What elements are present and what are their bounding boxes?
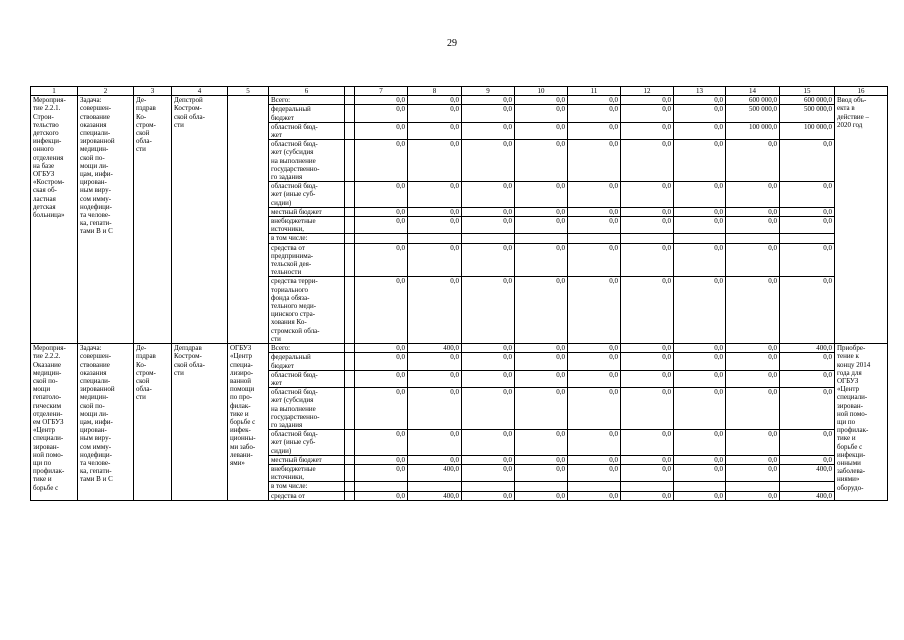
amount-cell: 0,0 xyxy=(621,207,674,216)
expected-result-cell: Ввод объ- екта в действие – 2020 год xyxy=(835,96,888,344)
amount-cell: 0,0 xyxy=(515,353,568,370)
amount-cell: 0,0 xyxy=(621,491,674,500)
amount-cell: 0,0 xyxy=(568,96,621,105)
page-number: 29 xyxy=(447,38,457,49)
amount-cell: 0,0 xyxy=(355,207,408,216)
spacer-cell xyxy=(345,243,355,277)
amount-cell: 0,0 xyxy=(355,353,408,370)
amount-cell: 0,0 xyxy=(726,455,780,464)
column-number-cell: 6 xyxy=(269,87,345,96)
amount-cell: 0,0 xyxy=(355,344,408,353)
funding-source-cell: областной бюд- жет (субсидия на выполнение государственно- го задания xyxy=(269,140,345,182)
amount-cell: 0,0 xyxy=(408,217,462,234)
amount-cell: 100 000,0 xyxy=(726,122,780,139)
responsible-cell: Де- пздрав Ко- стром- ской обла- сти xyxy=(134,344,172,501)
amount-cell: 0,0 xyxy=(621,122,674,139)
spacer-cell xyxy=(345,353,355,370)
amount-cell: 0,0 xyxy=(780,370,835,387)
amount-cell xyxy=(726,482,780,491)
column-number-cell: 5 xyxy=(228,87,269,96)
table-row xyxy=(31,344,888,353)
column-number-cell: 16 xyxy=(835,87,888,96)
amount-cell: 0,0 xyxy=(674,243,726,277)
amount-cell xyxy=(462,234,515,243)
funding-source-cell: внебюджетные источники, xyxy=(269,217,345,234)
column-number-cell: 3 xyxy=(134,87,172,96)
amount-cell: 0,0 xyxy=(355,105,408,122)
amount-cell: 0,0 xyxy=(621,96,674,105)
amount-cell: 0,0 xyxy=(726,140,780,182)
amount-cell: 0,0 xyxy=(621,464,674,481)
column-number-cell: 2 xyxy=(78,87,134,96)
amount-cell: 0,0 xyxy=(515,217,568,234)
amount-cell: 0,0 xyxy=(621,370,674,387)
amount-cell: 0,0 xyxy=(462,353,515,370)
funding-source-cell: средства терри- ториального фонда обяза- тельного меди- цинского стра- хования Ко- стромской обла- сти xyxy=(269,277,345,344)
amount-cell: 0,0 xyxy=(408,243,462,277)
amount-cell: 0,0 xyxy=(726,430,780,456)
budget-table xyxy=(30,86,888,501)
amount-cell: 0,0 xyxy=(515,464,568,481)
amount-cell: 0,0 xyxy=(515,430,568,456)
amount-cell: 0,0 xyxy=(726,491,780,500)
funding-source-cell: внебюджетные источники, xyxy=(269,464,345,481)
funding-source-cell: областной бюд- жет xyxy=(269,370,345,387)
amount-cell xyxy=(355,482,408,491)
amount-cell: 0,0 xyxy=(726,370,780,387)
task-cell: Задача: совершен- ствование оказания специали- зированной медицин- ской по- мощи ли- цам, инфи- цирован- ным виру- сом имму- нодефици- та челове- ка, гепати- тами В и С xyxy=(78,344,134,501)
amount-cell: 0,0 xyxy=(355,370,408,387)
amount-cell: 0,0 xyxy=(568,207,621,216)
amount-cell: 0,0 xyxy=(515,182,568,208)
amount-cell: 0,0 xyxy=(462,464,515,481)
amount-cell: 0,0 xyxy=(355,96,408,105)
funding-source-cell: федеральный бюджет xyxy=(269,353,345,370)
amount-cell: 0,0 xyxy=(355,122,408,139)
amount-cell xyxy=(621,234,674,243)
spacer-cell xyxy=(345,370,355,387)
amount-cell xyxy=(780,482,835,491)
amount-cell: 0,0 xyxy=(355,464,408,481)
amount-cell xyxy=(515,234,568,243)
funding-source-cell: Всего: xyxy=(269,96,345,105)
amount-cell xyxy=(515,482,568,491)
funding-source-cell: средства от xyxy=(269,491,345,500)
amount-cell: 0,0 xyxy=(780,277,835,344)
amount-cell: 0,0 xyxy=(621,140,674,182)
amount-cell: 0,0 xyxy=(674,464,726,481)
amount-cell: 0,0 xyxy=(515,455,568,464)
amount-cell: 0,0 xyxy=(568,243,621,277)
amount-cell: 0,0 xyxy=(568,122,621,139)
participant-cell: ОГБУЗ «Центр специа- лизиро- ванной помощи по про- филак- тике и борьбе с инфек- ционны- ми забо- левани- ями» xyxy=(228,344,269,501)
amount-cell xyxy=(462,482,515,491)
amount-cell: 0,0 xyxy=(462,243,515,277)
spacer-cell xyxy=(345,182,355,208)
funding-source-cell: областной бюд- жет (субсидия на выполнение государственно- го задания xyxy=(269,388,345,430)
spacer-cell xyxy=(345,388,355,430)
amount-cell: 0,0 xyxy=(515,140,568,182)
amount-cell: 0,0 xyxy=(462,140,515,182)
amount-cell: 0,0 xyxy=(726,243,780,277)
amount-cell: 0,0 xyxy=(462,96,515,105)
amount-cell: 0,0 xyxy=(568,140,621,182)
amount-cell: 0,0 xyxy=(568,105,621,122)
spacer-cell xyxy=(345,344,355,353)
amount-cell: 0,0 xyxy=(462,122,515,139)
spacer-cell xyxy=(345,217,355,234)
amount-cell: 0,0 xyxy=(674,105,726,122)
amount-cell: 400,0 xyxy=(780,491,835,500)
column-number-cell: 4 xyxy=(172,87,228,96)
amount-cell: 0,0 xyxy=(674,217,726,234)
amount-cell: 0,0 xyxy=(568,464,621,481)
amount-cell: 0,0 xyxy=(408,182,462,208)
amount-cell: 0,0 xyxy=(674,370,726,387)
amount-cell: 0,0 xyxy=(462,105,515,122)
executor-cell: Депздрав Костром- ской обла- сти xyxy=(172,344,228,501)
amount-cell: 0,0 xyxy=(462,217,515,234)
funding-source-cell: областной бюд- жет (иные суб- сидии) xyxy=(269,182,345,208)
amount-cell xyxy=(780,234,835,243)
amount-cell: 0,0 xyxy=(780,207,835,216)
column-number-cell xyxy=(345,87,355,96)
amount-cell: 0,0 xyxy=(674,140,726,182)
amount-cell: 0,0 xyxy=(726,353,780,370)
amount-cell: 0,0 xyxy=(462,344,515,353)
amount-cell: 0,0 xyxy=(780,430,835,456)
amount-cell: 0,0 xyxy=(462,491,515,500)
amount-cell: 0,0 xyxy=(568,491,621,500)
amount-cell: 0,0 xyxy=(462,182,515,208)
funding-source-cell: в том числе: xyxy=(269,234,345,243)
amount-cell: 0,0 xyxy=(674,122,726,139)
amount-cell: 0,0 xyxy=(462,207,515,216)
amount-cell: 0,0 xyxy=(408,430,462,456)
amount-cell: 0,0 xyxy=(515,370,568,387)
amount-cell: 0,0 xyxy=(726,464,780,481)
amount-cell: 0,0 xyxy=(408,353,462,370)
amount-cell: 0,0 xyxy=(462,430,515,456)
amount-cell: 400,0 xyxy=(408,344,462,353)
amount-cell: 0,0 xyxy=(780,353,835,370)
amount-cell: 0,0 xyxy=(621,243,674,277)
amount-cell: 0,0 xyxy=(515,122,568,139)
spacer-cell xyxy=(345,482,355,491)
amount-cell: 0,0 xyxy=(462,370,515,387)
amount-cell: 0,0 xyxy=(515,243,568,277)
amount-cell: 0,0 xyxy=(621,455,674,464)
funding-source-cell: местный бюджет xyxy=(269,207,345,216)
amount-cell: 0,0 xyxy=(408,140,462,182)
column-number-cell: 1 xyxy=(31,87,78,96)
amount-cell: 0,0 xyxy=(515,105,568,122)
measure-name-cell: Мероприя- тие 2.2.2. Оказание медицин- ской по- мощи гепатоло- гическим отделени- ем ОГБУЗ «Центр специали- зирован- ной помо- щи по профилак- тике и борьбе с xyxy=(31,344,78,501)
amount-cell: 0,0 xyxy=(621,430,674,456)
amount-cell: 0,0 xyxy=(674,182,726,208)
amount-cell: 0,0 xyxy=(780,455,835,464)
spacer-cell xyxy=(345,96,355,105)
spacer-cell xyxy=(345,122,355,139)
amount-cell: 0,0 xyxy=(515,491,568,500)
funding-source-cell: областной бюд- жет xyxy=(269,122,345,139)
amount-cell xyxy=(726,234,780,243)
amount-cell: 0,0 xyxy=(674,455,726,464)
amount-cell: 0,0 xyxy=(726,388,780,430)
amount-cell: 0,0 xyxy=(621,105,674,122)
spacer-cell xyxy=(345,207,355,216)
spacer-cell xyxy=(345,464,355,481)
amount-cell: 0,0 xyxy=(355,430,408,456)
amount-cell: 0,0 xyxy=(568,370,621,387)
amount-cell: 0,0 xyxy=(726,207,780,216)
funding-source-cell: областной бюд- жет (иные суб- сидии) xyxy=(269,430,345,456)
participant-cell xyxy=(228,96,269,344)
amount-cell: 400,0 xyxy=(780,344,835,353)
amount-cell: 500 000,0 xyxy=(726,105,780,122)
amount-cell: 0,0 xyxy=(674,491,726,500)
spacer-cell xyxy=(345,234,355,243)
amount-cell xyxy=(674,234,726,243)
amount-cell: 400,0 xyxy=(408,491,462,500)
amount-cell: 0,0 xyxy=(568,182,621,208)
spacer-cell xyxy=(345,277,355,344)
amount-cell: 0,0 xyxy=(621,353,674,370)
column-number-cell: 10 xyxy=(515,87,568,96)
amount-cell: 0,0 xyxy=(621,217,674,234)
amount-cell: 0,0 xyxy=(462,388,515,430)
amount-cell: 0,0 xyxy=(568,217,621,234)
column-number-cell: 11 xyxy=(568,87,621,96)
amount-cell: 0,0 xyxy=(780,140,835,182)
measure-name-cell: Мероприя- тие 2.2.1. Строи- тельство детского инфекци- онного отделения на базе ОГБУЗ «Костром- ская об- ластная детская больница» xyxy=(31,96,78,344)
expected-result-cell: Приобре- тение к концу 2014 года для ОГБУЗ «Центр специали- зирован- ной помо- щи по профилак- тике и борьбе с инфекци- онными заболева- ниями» оборудо- xyxy=(835,344,888,501)
amount-cell: 0,0 xyxy=(674,388,726,430)
column-number-cell: 14 xyxy=(726,87,780,96)
amount-cell: 0,0 xyxy=(568,430,621,456)
amount-cell: 0,0 xyxy=(780,217,835,234)
column-number-cell: 8 xyxy=(408,87,462,96)
amount-cell: 0,0 xyxy=(568,353,621,370)
amount-cell: 0,0 xyxy=(355,243,408,277)
funding-source-cell: в том числе: xyxy=(269,482,345,491)
responsible-cell: Де- пздрав Ко- стром- ской обла- сти xyxy=(134,96,172,344)
amount-cell: 0,0 xyxy=(621,277,674,344)
amount-cell: 0,0 xyxy=(674,207,726,216)
amount-cell: 0,0 xyxy=(515,277,568,344)
amount-cell: 0,0 xyxy=(408,207,462,216)
executor-cell: Депстрой Костром- ской обла- сти xyxy=(172,96,228,344)
spacer-cell xyxy=(345,455,355,464)
amount-cell: 500 000,0 xyxy=(780,105,835,122)
amount-cell: 0,0 xyxy=(780,182,835,208)
column-number-cell: 9 xyxy=(462,87,515,96)
amount-cell: 0,0 xyxy=(408,96,462,105)
column-number-row xyxy=(31,87,888,96)
spacer-cell xyxy=(345,105,355,122)
amount-cell: 0,0 xyxy=(674,430,726,456)
amount-cell: 0,0 xyxy=(726,217,780,234)
amount-cell: 0,0 xyxy=(674,277,726,344)
spacer-cell xyxy=(345,491,355,500)
amount-cell: 0,0 xyxy=(515,344,568,353)
amount-cell: 0,0 xyxy=(568,344,621,353)
amount-cell: 600 000,0 xyxy=(726,96,780,105)
amount-cell: 0,0 xyxy=(408,277,462,344)
amount-cell: 0,0 xyxy=(355,182,408,208)
amount-cell: 0,0 xyxy=(621,388,674,430)
column-number-cell: 13 xyxy=(674,87,726,96)
amount-cell: 0,0 xyxy=(408,455,462,464)
amount-cell: 0,0 xyxy=(408,370,462,387)
funding-source-cell: средства от предпринима- тельской дея- тельности xyxy=(269,243,345,277)
amount-cell: 400,0 xyxy=(780,464,835,481)
task-cell: Задача: совершен- ствование оказания специали- зированной медицин- ской по- мощи ли- цам, инфи- цирован- ным виру- сом имму- нодефици- та челове- ка, гепати- тами В и С xyxy=(78,96,134,344)
amount-cell: 0,0 xyxy=(462,455,515,464)
amount-cell: 0,0 xyxy=(355,388,408,430)
amount-cell xyxy=(621,482,674,491)
amount-cell: 0,0 xyxy=(462,277,515,344)
amount-cell: 0,0 xyxy=(726,182,780,208)
funding-source-cell: федеральный бюджет xyxy=(269,105,345,122)
table-row xyxy=(31,96,888,105)
amount-cell: 0,0 xyxy=(568,388,621,430)
amount-cell: 0,0 xyxy=(355,491,408,500)
funding-source-cell: местный бюджет xyxy=(269,455,345,464)
column-number-cell: 7 xyxy=(355,87,408,96)
column-number-cell: 15 xyxy=(780,87,835,96)
amount-cell: 0,0 xyxy=(674,96,726,105)
amount-cell xyxy=(674,482,726,491)
spacer-cell xyxy=(345,430,355,456)
amount-cell: 0,0 xyxy=(621,344,674,353)
amount-cell: 0,0 xyxy=(568,455,621,464)
amount-cell: 0,0 xyxy=(355,455,408,464)
amount-cell xyxy=(568,482,621,491)
amount-cell: 0,0 xyxy=(726,277,780,344)
amount-cell: 0,0 xyxy=(780,243,835,277)
amount-cell: 0,0 xyxy=(674,344,726,353)
amount-cell: 400,0 xyxy=(408,464,462,481)
amount-cell xyxy=(355,234,408,243)
amount-cell: 0,0 xyxy=(515,388,568,430)
amount-cell: 0,0 xyxy=(408,105,462,122)
amount-cell xyxy=(408,482,462,491)
amount-cell: 0,0 xyxy=(568,277,621,344)
amount-cell: 600 000,0 xyxy=(780,96,835,105)
amount-cell: 0,0 xyxy=(355,217,408,234)
amount-cell: 100 000,0 xyxy=(780,122,835,139)
column-number-cell: 12 xyxy=(621,87,674,96)
amount-cell xyxy=(408,234,462,243)
amount-cell: 0,0 xyxy=(515,96,568,105)
amount-cell: 0,0 xyxy=(408,122,462,139)
amount-cell: 0,0 xyxy=(408,388,462,430)
amount-cell: 0,0 xyxy=(621,182,674,208)
amount-cell xyxy=(568,234,621,243)
amount-cell: 0,0 xyxy=(726,344,780,353)
amount-cell: 0,0 xyxy=(355,140,408,182)
spacer-cell xyxy=(345,140,355,182)
amount-cell: 0,0 xyxy=(355,277,408,344)
amount-cell: 0,0 xyxy=(515,207,568,216)
amount-cell: 0,0 xyxy=(674,353,726,370)
amount-cell: 0,0 xyxy=(780,388,835,430)
funding-source-cell: Всего: xyxy=(269,344,345,353)
